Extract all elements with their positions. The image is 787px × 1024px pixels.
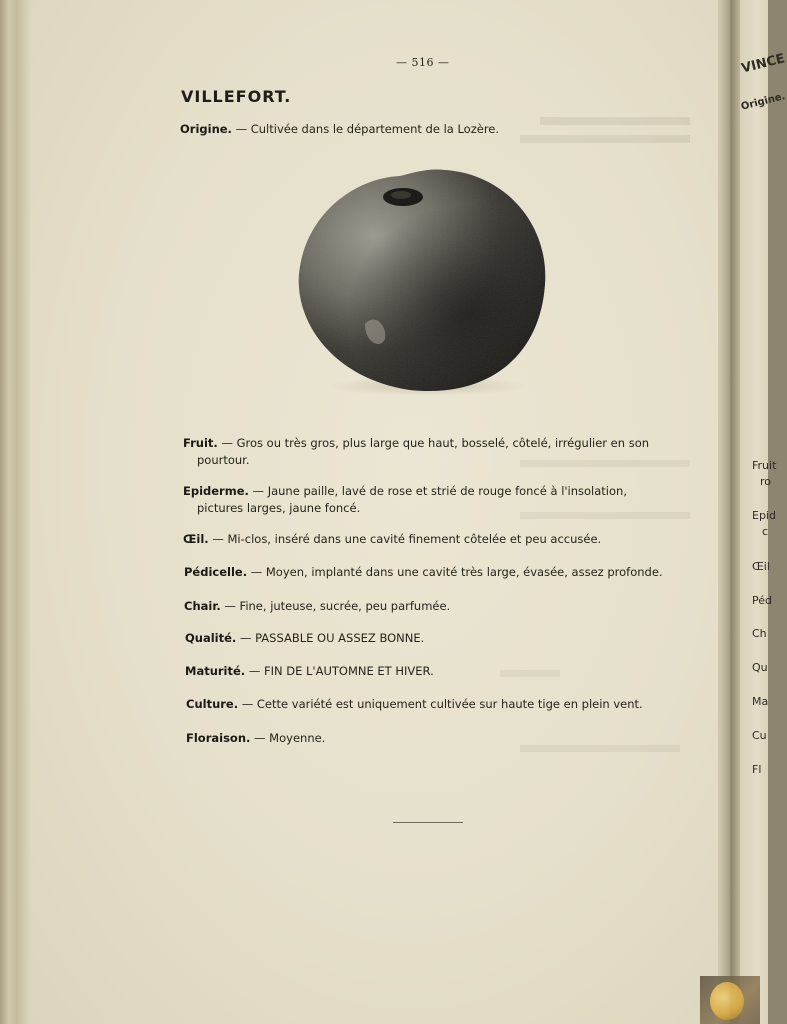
epiderme-label: Epiderme. — [183, 484, 249, 498]
origin-entry — [180, 121, 499, 138]
epiderme-entry — [183, 483, 663, 517]
culture-entry — [186, 696, 643, 713]
bleed-through-line — [520, 135, 690, 143]
pedicelle-text: — Moyen, implanté dans une cavité très large, évasée, assez profonde. — [247, 565, 663, 579]
next-page-fragment: Fruit — [752, 459, 777, 472]
culture-text: — Cette variété est uniquement cultivée sur haute tige en plein vent. — [238, 697, 643, 711]
floraison-entry — [186, 730, 325, 747]
book-gutter — [718, 0, 742, 1024]
fruit-entry — [183, 435, 663, 469]
corner-logo-icon — [700, 976, 760, 1024]
variety-title: VILLEFORT. — [181, 87, 292, 106]
next-page-origin-label: Origine. — [740, 91, 787, 113]
epiderme-text-continued: pictures larges, jaune foncé. — [197, 501, 361, 515]
floraison-label: Floraison. — [186, 731, 251, 745]
next-page-fragment: Cu — [752, 729, 767, 742]
maturite-entry — [185, 663, 434, 680]
oeil-label: Œil. — [183, 532, 209, 546]
pedicelle-entry — [184, 564, 663, 581]
next-page-fragment: Qu — [752, 661, 768, 674]
oeil-text: — Mi-clos, inséré dans une cavité finement côtelée et peu accusée. — [208, 532, 602, 546]
next-page-fragment: Ma — [752, 695, 769, 708]
next-page-heading: VINCE — [740, 51, 787, 77]
next-page-fragment: Ch — [752, 627, 767, 640]
next-page-fragment: Œil — [752, 560, 770, 573]
origin-text: — Cultivée dans le département de la Lozère. — [231, 122, 500, 136]
next-page-fragment: Fl — [752, 763, 762, 776]
pedicelle-label: Pédicelle. — [184, 565, 248, 579]
maturite-label: Maturité. — [185, 664, 246, 678]
next-page-fragment: Epid — [752, 509, 776, 522]
next-page-fragment: c — [762, 525, 769, 538]
chair-text: — Fine, juteuse, sucrée, peu parfumée. — [220, 599, 451, 613]
next-page-fragment: Péd — [752, 594, 772, 607]
fruit-emblem-icon — [710, 982, 744, 1020]
next-page-fragment: ro — [760, 475, 772, 488]
chair-label: Chair. — [184, 599, 221, 613]
section-divider — [393, 822, 463, 823]
bleed-through-line — [520, 745, 680, 752]
chair-entry — [184, 598, 450, 615]
page-number: — 516 — — [396, 56, 450, 69]
floraison-text: — Moyenne. — [250, 731, 326, 745]
fruit-label: Fruit. — [183, 436, 218, 450]
bleed-through-line — [540, 117, 690, 125]
epiderme-text: — Jaune paille, lavé de rose et strié de rouge foncé à l'insolation, — [248, 484, 627, 498]
fruit-text-continued: pourtour. — [197, 453, 250, 467]
apple-photograph-icon — [295, 164, 549, 396]
culture-label: Culture. — [186, 697, 239, 711]
oeil-entry — [183, 531, 601, 548]
qualite-text: — PASSABLE OU ASSEZ BONNE. — [236, 631, 425, 645]
bleed-through-line — [500, 670, 560, 677]
qualite-entry — [185, 630, 424, 647]
book-left-edge — [0, 0, 30, 1024]
origin-label: Origine. — [180, 122, 232, 136]
fruit-text: — Gros ou très gros, plus large que haut, bosselé, côtelé, irrégulier en son — [217, 436, 650, 450]
qualite-label: Qualité. — [185, 631, 237, 645]
maturite-text: — FIN DE L'AUTOMNE ET HIVER. — [245, 664, 434, 678]
next-page-edge — [740, 0, 787, 1024]
